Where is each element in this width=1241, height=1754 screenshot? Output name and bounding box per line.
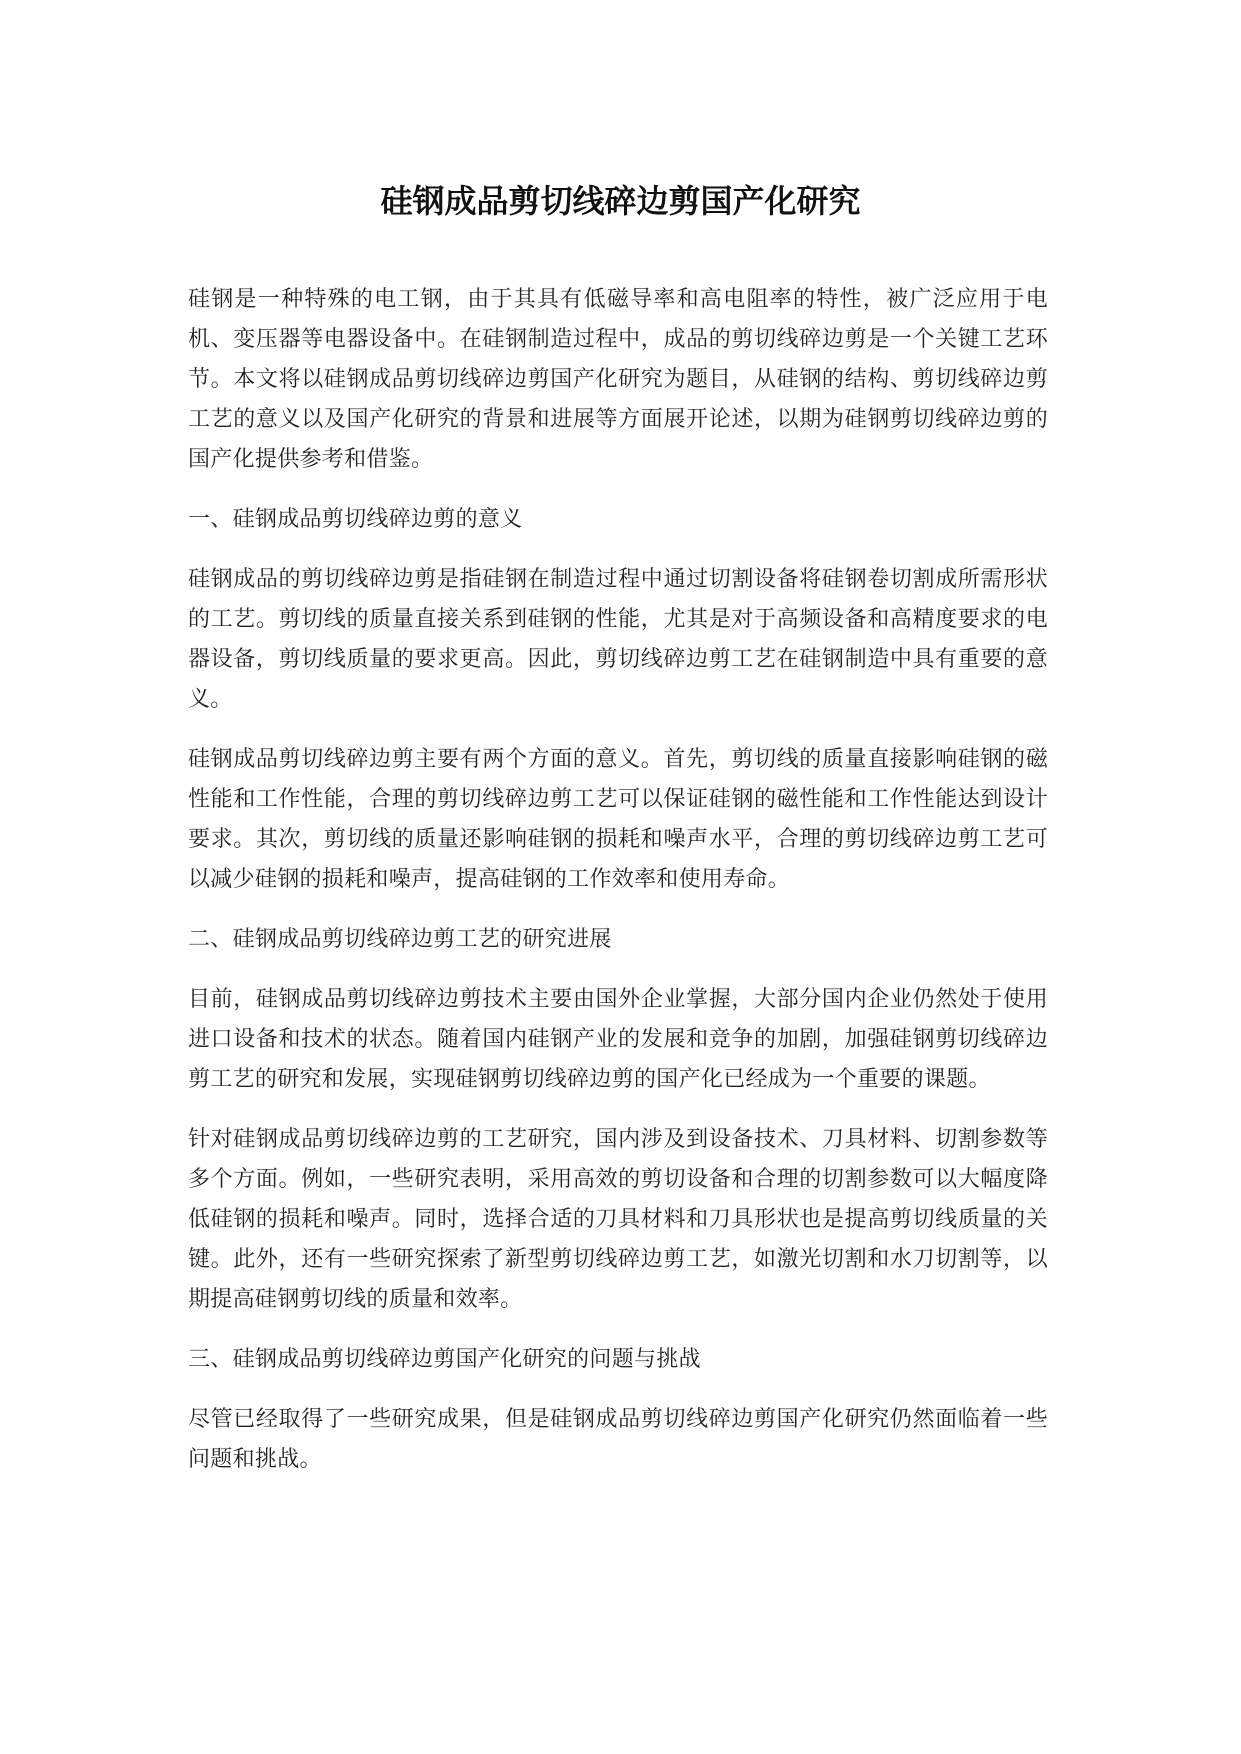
document-title: 硅钢成品剪切线碎边剪国产化研究 xyxy=(380,182,861,220)
section-heading: 一、硅钢成品剪切线碎边剪的意义 xyxy=(188,507,523,532)
section-3 xyxy=(188,1340,1048,1480)
section-paragraph: 针对硅钢成品剪切线碎边剪的工艺研究，国内涉及到设备技术、刀具材料、切割参数等多个方面。例如，一些研究表明，采用高效的剪切设备和合理的切割参数可以大幅度降低硅钢的损耗和噪声。同时，选择合适的刀具材料和刀具形状也是提高剪切线质量的关键。此外，还有一些研究探索了新型剪切线碎边剪工艺，如激光切割和水刀切割等，以期提高硅钢剪切线的质量和效率。 xyxy=(188,1127,1048,1312)
section-heading: 三、硅钢成品剪切线碎边剪国产化研究的问题与挑战 xyxy=(188,1347,701,1372)
section-heading: 二、硅钢成品剪切线碎边剪工艺的研究进展 xyxy=(188,927,612,952)
section-paragraph: 目前，硅钢成品剪切线碎边剪技术主要由国外企业掌握，大部分国内企业仍然处于使用进口设备和技术的状态。随着国内硅钢产业的发展和竞争的加剧，加强硅钢剪切线碎边剪工艺的研究和发展，实现硅钢剪切线碎边剪的国产化已经成为一个重要的课题。 xyxy=(188,987,1048,1092)
section-1 xyxy=(188,500,1048,900)
section-2 xyxy=(188,920,1048,1320)
section-paragraph: 硅钢成品的剪切线碎边剪是指硅钢在制造过程中通过切割设备将硅钢卷切割成所需形状的工艺。剪切线的质量直接关系到硅钢的性能，尤其是对于高频设备和高精度要求的电器设备，剪切线质量的要求更高。因此，剪切线碎边剪工艺在硅钢制造中具有重要的意义。 xyxy=(188,567,1048,712)
section-paragraph: 硅钢成品剪切线碎边剪主要有两个方面的意义。首先，剪切线的质量直接影响硅钢的磁性能和工作性能，合理的剪切线碎边剪工艺可以保证硅钢的磁性能和工作性能达到设计要求。其次，剪切线的质量还影响硅钢的损耗和噪声水平，合理的剪切线碎边剪工艺可以减少硅钢的损耗和噪声，提高硅钢的工作效率和使用寿命。 xyxy=(188,747,1048,892)
document-body xyxy=(188,280,1048,1500)
intro-paragraph: 硅钢是一种特殊的电工钢，由于其具有低磁导率和高电阻率的特性，被广泛应用于电机、变压器等电器设备中。在硅钢制造过程中，成品的剪切线碎边剪是一个关键工艺环节。本文将以硅钢成品剪切线碎边剪国产化研究为题目，从硅钢的结构、剪切线碎边剪工艺的意义以及国产化研究的背景和进展等方面展开论述，以期为硅钢剪切线碎边剪的国产化提供参考和借鉴。 xyxy=(188,287,1048,472)
section-paragraph: 尽管已经取得了一些研究成果，但是硅钢成品剪切线碎边剪国产化研究仍然面临着一些问题和挑战。 xyxy=(188,1407,1048,1472)
